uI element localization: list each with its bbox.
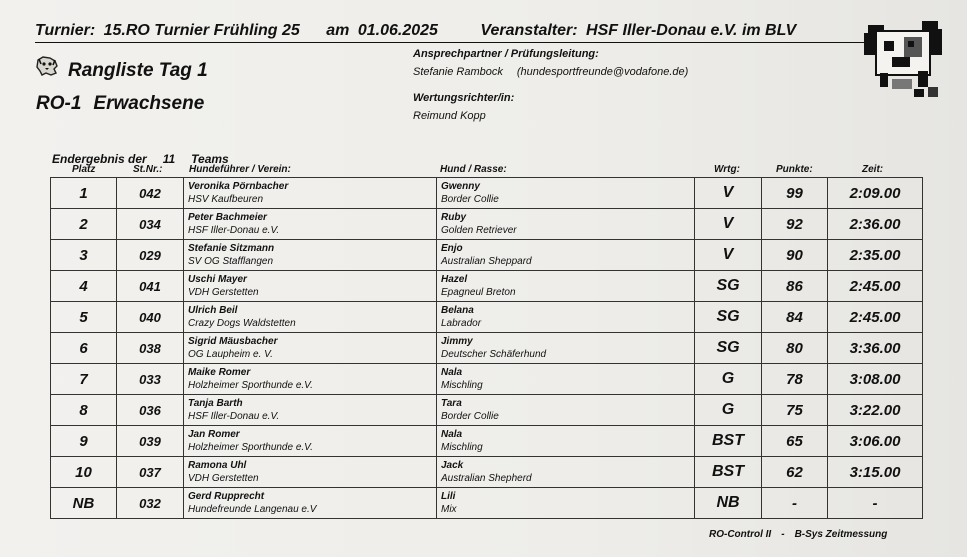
dog-name: Gwenny bbox=[441, 180, 480, 192]
table-row bbox=[51, 395, 923, 426]
grade-cell bbox=[695, 457, 762, 488]
results-body bbox=[51, 178, 923, 519]
place-cell bbox=[51, 271, 117, 302]
dog-name: Nala bbox=[441, 428, 463, 440]
start-no-value: 033 bbox=[139, 371, 161, 387]
points-value: 75 bbox=[786, 401, 803, 419]
points-value: 65 bbox=[786, 432, 803, 450]
handler-cell bbox=[184, 209, 437, 240]
grade-cell bbox=[695, 488, 762, 519]
handler-name: Tanja Barth bbox=[188, 397, 243, 409]
time-value: 3:06.00 bbox=[849, 432, 901, 450]
start-no-value: 032 bbox=[139, 495, 161, 511]
grade-value: SG bbox=[716, 277, 740, 294]
start-no-cell bbox=[117, 457, 184, 488]
grade-cell bbox=[695, 426, 762, 457]
handler-name: Ramona Uhl bbox=[188, 459, 247, 471]
place-cell bbox=[51, 240, 117, 271]
points-cell bbox=[762, 395, 828, 426]
dog-breed: Golden Retriever bbox=[441, 224, 517, 236]
place-cell bbox=[51, 426, 117, 457]
dog-cell bbox=[437, 395, 695, 426]
place-value: 10 bbox=[75, 463, 92, 481]
time-cell bbox=[828, 333, 923, 364]
table-row bbox=[51, 271, 923, 302]
handler-cell bbox=[184, 333, 437, 364]
results-table bbox=[50, 177, 923, 519]
dog-cell bbox=[437, 209, 695, 240]
dog-breed: Labrador bbox=[441, 317, 482, 329]
points-value: 84 bbox=[786, 308, 803, 326]
place-cell bbox=[51, 457, 117, 488]
grade-value: BST bbox=[712, 463, 744, 480]
time-cell bbox=[828, 178, 923, 209]
dog-name: Tara bbox=[441, 397, 462, 409]
grade-value: V bbox=[722, 215, 734, 232]
col-header-start-no: St.Nr.: bbox=[133, 164, 163, 175]
time-cell bbox=[828, 488, 923, 519]
dog-cell bbox=[437, 240, 695, 271]
tournament-name: 15.RO Turnier Frühling 25 bbox=[103, 22, 300, 39]
place-value: 4 bbox=[79, 277, 88, 295]
grade-value: BST bbox=[712, 432, 744, 449]
organizer-label: Veranstalter: bbox=[480, 22, 578, 39]
start-no-cell bbox=[117, 395, 184, 426]
handler-name: Jan Romer bbox=[188, 428, 240, 440]
start-no-cell bbox=[117, 426, 184, 457]
contact-name: Stefanie Rambock bbox=[413, 66, 503, 78]
dog-name: Nala bbox=[441, 366, 463, 378]
time-value: 2:36.00 bbox=[849, 215, 901, 233]
col-header-handler: Hundeführer / Verein: bbox=[189, 164, 291, 175]
handler-name: Uschi Mayer bbox=[188, 273, 247, 285]
time-value: 2:45.00 bbox=[849, 277, 901, 295]
dog-cell bbox=[437, 457, 695, 488]
handler-club: Hundefreunde Langenau e.V bbox=[188, 503, 317, 515]
col-header-dog: Hund / Rasse: bbox=[440, 164, 507, 175]
grade-cell bbox=[695, 209, 762, 240]
table-row bbox=[51, 209, 923, 240]
dog-head-pixel-logo-icon bbox=[862, 15, 944, 101]
handler-cell bbox=[184, 457, 437, 488]
place-cell bbox=[51, 395, 117, 426]
place-cell bbox=[51, 178, 117, 209]
handler-name: Peter Bachmeier bbox=[188, 211, 267, 223]
place-value: 9 bbox=[79, 432, 88, 450]
dog-name: Hazel bbox=[441, 273, 468, 285]
points-value: - bbox=[792, 494, 797, 512]
footer-left: RO-Control II bbox=[709, 529, 772, 540]
start-no-value: 040 bbox=[139, 309, 161, 325]
points-cell bbox=[762, 302, 828, 333]
judge-block bbox=[413, 89, 514, 125]
points-cell bbox=[762, 240, 828, 271]
dog-breed: Mischling bbox=[441, 379, 483, 391]
col-header-time: Zeit: bbox=[862, 164, 884, 175]
place-value: 2 bbox=[79, 215, 88, 233]
team-count: 11 bbox=[162, 152, 176, 166]
handler-club: HSV Kaufbeuren bbox=[188, 193, 264, 205]
handler-name: Maike Romer bbox=[188, 366, 251, 378]
points-cell bbox=[762, 364, 828, 395]
start-no-value: 029 bbox=[139, 247, 161, 263]
time-cell bbox=[828, 302, 923, 333]
dog-breed: Epagneul Breton bbox=[441, 286, 516, 298]
dog-breed: Border Collie bbox=[441, 410, 499, 422]
start-no-value: 039 bbox=[139, 433, 161, 449]
start-no-cell bbox=[117, 333, 184, 364]
dog-name: Jimmy bbox=[441, 335, 473, 347]
points-cell bbox=[762, 457, 828, 488]
time-cell bbox=[828, 209, 923, 240]
handler-cell bbox=[184, 178, 437, 209]
grade-cell bbox=[695, 302, 762, 333]
time-value: 3:08.00 bbox=[849, 370, 901, 388]
dog-breed: Australian Shepherd bbox=[441, 472, 532, 484]
class-code: RO-1 bbox=[36, 93, 82, 114]
points-cell bbox=[762, 178, 828, 209]
contact-email: (hundesportfreunde@vodafone.de) bbox=[516, 66, 689, 78]
class-name: Erwachsene bbox=[93, 93, 205, 114]
time-value: 2:45.00 bbox=[849, 308, 901, 326]
time-cell bbox=[828, 457, 923, 488]
dog-head-logo-icon bbox=[35, 54, 59, 78]
handler-name: Ulrich Beil bbox=[188, 304, 238, 316]
time-cell bbox=[828, 364, 923, 395]
place-value: 7 bbox=[79, 370, 88, 388]
dog-breed: Mix bbox=[441, 503, 457, 515]
start-no-cell bbox=[117, 271, 184, 302]
time-cell bbox=[828, 426, 923, 457]
grade-cell bbox=[695, 271, 762, 302]
handler-name: Sigrid Mäusbacher bbox=[188, 335, 278, 347]
handler-cell bbox=[184, 302, 437, 333]
start-no-value: 034 bbox=[139, 216, 161, 232]
handler-name: Veronika Pörnbacher bbox=[188, 180, 289, 192]
points-cell bbox=[762, 333, 828, 364]
tournament-date: 01.06.2025 bbox=[357, 22, 438, 39]
summary-suffix: Teams bbox=[191, 152, 229, 166]
dog-name: Ruby bbox=[441, 211, 466, 223]
handler-cell bbox=[184, 240, 437, 271]
handler-club: VDH Gerstetten bbox=[188, 472, 259, 484]
start-no-value: 042 bbox=[139, 185, 161, 201]
dog-name: Jack bbox=[441, 459, 464, 471]
start-no-cell bbox=[117, 178, 184, 209]
class-title bbox=[36, 93, 204, 115]
handler-name: Stefanie Sitzmann bbox=[188, 242, 275, 254]
time-cell bbox=[828, 271, 923, 302]
time-value: 3:22.00 bbox=[849, 401, 901, 419]
dog-name: Lili bbox=[441, 490, 456, 502]
place-cell bbox=[51, 302, 117, 333]
table-row bbox=[51, 457, 923, 488]
handler-club: OG Laupheim e. V. bbox=[188, 348, 273, 360]
start-no-cell bbox=[117, 209, 184, 240]
start-no-value: 041 bbox=[139, 278, 161, 294]
points-value: 99 bbox=[786, 184, 803, 202]
dog-name: Belana bbox=[441, 304, 474, 316]
table-row bbox=[51, 488, 923, 519]
points-cell bbox=[762, 426, 828, 457]
points-value: 92 bbox=[786, 215, 803, 233]
handler-club: Holzheimer Sporthunde e.V. bbox=[188, 379, 313, 391]
start-no-value: 037 bbox=[139, 464, 161, 480]
footer-credit bbox=[709, 529, 887, 540]
dog-cell bbox=[437, 178, 695, 209]
grade-value: SG bbox=[716, 308, 740, 325]
place-value: 3 bbox=[79, 246, 88, 264]
handler-club: Crazy Dogs Waldstetten bbox=[188, 317, 296, 329]
start-no-cell bbox=[117, 488, 184, 519]
points-value: 90 bbox=[786, 246, 803, 264]
place-value: 5 bbox=[79, 308, 88, 326]
grade-value: G bbox=[721, 401, 735, 418]
table-row bbox=[51, 426, 923, 457]
points-cell bbox=[762, 271, 828, 302]
place-cell bbox=[51, 333, 117, 364]
dog-cell bbox=[437, 426, 695, 457]
start-no-cell bbox=[117, 364, 184, 395]
handler-cell bbox=[184, 426, 437, 457]
place-value: 8 bbox=[79, 401, 88, 419]
points-value: 78 bbox=[786, 370, 803, 388]
dog-breed: Australian Sheppard bbox=[441, 255, 532, 267]
contact-label: Ansprechpartner / Prüfungsleitung: bbox=[413, 48, 599, 60]
col-header-grade: Wrtg: bbox=[714, 164, 740, 175]
contact-line bbox=[413, 63, 688, 81]
table-row bbox=[51, 302, 923, 333]
time-value: - bbox=[872, 494, 878, 512]
table-row bbox=[51, 178, 923, 209]
dog-cell bbox=[437, 333, 695, 364]
time-value: 2:35.00 bbox=[849, 246, 901, 264]
grade-value: V bbox=[722, 246, 734, 263]
time-value: 2:09.00 bbox=[849, 184, 901, 202]
grade-value: G bbox=[721, 370, 735, 387]
footer-sep: - bbox=[781, 529, 785, 540]
place-cell bbox=[51, 488, 117, 519]
handler-club: VDH Gerstetten bbox=[188, 286, 259, 298]
points-cell bbox=[762, 209, 828, 240]
dog-name: Enjo bbox=[441, 242, 463, 254]
dog-cell bbox=[437, 302, 695, 333]
dog-breed: Deutscher Schäferhund bbox=[441, 348, 547, 360]
handler-cell bbox=[184, 395, 437, 426]
start-no-cell bbox=[117, 240, 184, 271]
col-header-place: Platz bbox=[72, 164, 96, 175]
time-cell bbox=[828, 240, 923, 271]
grade-value: V bbox=[722, 184, 734, 201]
organizer-name: HSF Iller-Donau e.V. im BLV bbox=[586, 22, 797, 39]
time-cell bbox=[828, 395, 923, 426]
dog-breed: Border Collie bbox=[441, 193, 499, 205]
date-label: am bbox=[326, 22, 350, 39]
dog-breed: Mischling bbox=[441, 441, 483, 453]
handler-cell bbox=[184, 488, 437, 519]
judge-label: Wertungsrichter/in: bbox=[413, 92, 515, 104]
grade-cell bbox=[695, 333, 762, 364]
contact-block bbox=[413, 45, 688, 81]
grade-cell bbox=[695, 364, 762, 395]
place-value: 6 bbox=[79, 339, 88, 357]
time-value: 3:15.00 bbox=[849, 463, 901, 481]
handler-cell bbox=[184, 364, 437, 395]
handler-club: SV OG Stafflangen bbox=[188, 255, 274, 267]
grade-value: SG bbox=[716, 339, 740, 356]
table-row bbox=[51, 364, 923, 395]
time-value: 3:36.00 bbox=[849, 339, 901, 357]
dog-cell bbox=[437, 488, 695, 519]
start-no-cell bbox=[117, 302, 184, 333]
start-no-value: 036 bbox=[139, 402, 161, 418]
place-value: NB bbox=[72, 494, 95, 512]
points-value: 86 bbox=[786, 277, 803, 295]
place-value: 1 bbox=[79, 184, 88, 202]
points-value: 80 bbox=[786, 339, 803, 357]
grade-value: NB bbox=[716, 494, 740, 511]
table-row bbox=[51, 240, 923, 271]
handler-cell bbox=[184, 271, 437, 302]
place-cell bbox=[51, 209, 117, 240]
place-cell bbox=[51, 364, 117, 395]
tournament-header bbox=[35, 22, 865, 43]
footer-right: B-Sys Zeitmessung bbox=[794, 529, 888, 540]
tournament-label: Turnier: bbox=[35, 22, 96, 39]
handler-club: Holzheimer Sporthunde e.V. bbox=[188, 441, 313, 453]
col-header-points: Punkte: bbox=[776, 164, 813, 175]
dog-cell bbox=[437, 271, 695, 302]
grade-cell bbox=[695, 178, 762, 209]
handler-club: HSF Iller-Donau e.V. bbox=[188, 410, 280, 422]
points-value: 62 bbox=[786, 463, 803, 481]
table-row bbox=[51, 333, 923, 364]
judge-name: Reimund Kopp bbox=[413, 110, 486, 122]
grade-cell bbox=[695, 395, 762, 426]
handler-club: HSF Iller-Donau e.V. bbox=[188, 224, 280, 236]
points-cell bbox=[762, 488, 828, 519]
dog-cell bbox=[437, 364, 695, 395]
summary-prefix: Endergebnis der bbox=[52, 152, 147, 166]
ranking-title: Rangliste Tag 1 bbox=[68, 60, 208, 81]
grade-cell bbox=[695, 240, 762, 271]
start-no-value: 038 bbox=[139, 340, 161, 356]
handler-name: Gerd Rupprecht bbox=[188, 490, 265, 502]
